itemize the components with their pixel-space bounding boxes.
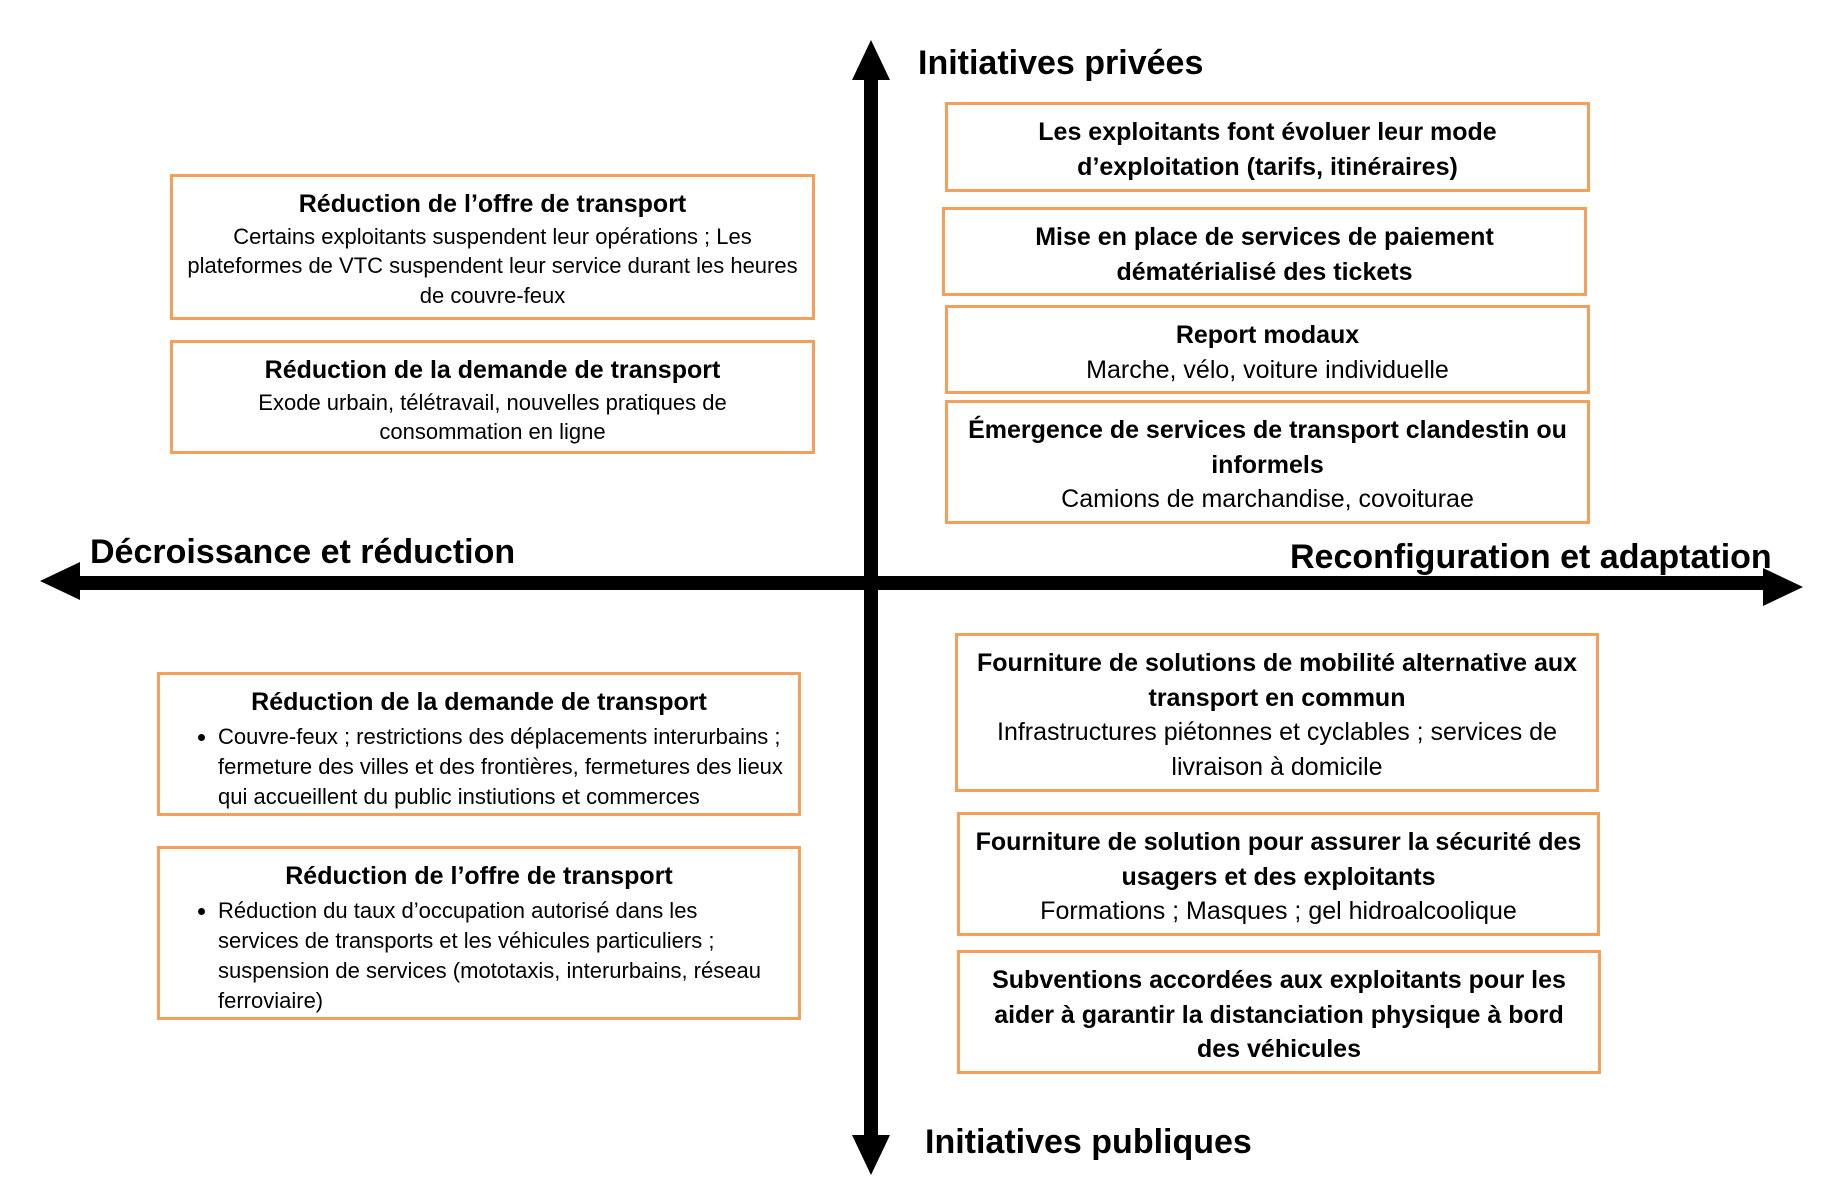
box-paiement-dematerialise	[942, 207, 1587, 296]
bullet-list	[174, 722, 784, 812]
box-title: Les exploitants font évoluer leur mode d’exploitation (tarifs, itinéraires)	[1038, 118, 1497, 181]
box-title: Réduction de la demande de transport	[251, 688, 707, 716]
list-item: • Couvre-feux ; restrictions des déplacements interurbains ; fermeture des villes et des frontières, fermetures des lieux qui accueillent du public instiutions et commerces	[218, 722, 784, 812]
arrow-up-icon	[852, 40, 890, 80]
arrow-down-icon	[852, 1135, 890, 1175]
axis-label-left: Décroissance et réduction	[90, 533, 516, 571]
box-description: Certains exploitants suspendent leur opérations ; Les plateformes de VTC suspendent leur service durant les heures de couvre-feux	[187, 223, 798, 308]
box-subventions	[957, 950, 1601, 1074]
box-title: Émergence de services de transport clandestin ou informels	[968, 416, 1567, 479]
box-securite-usagers	[957, 812, 1600, 936]
box-exploitants-mode	[945, 102, 1590, 192]
box-description: Infrastructures piétonnes et cyclables ; services de livraison à domicile	[997, 718, 1557, 781]
bullet-list	[174, 896, 784, 1017]
box-title: Réduction de l’offre de transport	[298, 190, 687, 218]
axis-label-right: Reconfiguration et adaptation	[1290, 538, 1772, 576]
box-title: Report modaux	[1175, 321, 1360, 349]
box-description: Exode urbain, télétravail, nouvelles pratiques de consommation en ligne	[258, 389, 727, 445]
box-mobilite-alternative	[955, 633, 1599, 792]
box-reduction-offre-publique	[157, 846, 801, 1020]
box-title: Mise en place de services de paiement dématérialisé des tickets	[1035, 223, 1494, 286]
box-title: Fourniture de solution pour assurer la sécurité des usagers et des exploitants	[975, 828, 1582, 891]
box-title: Fourniture de solutions de mobilité alternative aux transport en commun	[976, 649, 1578, 712]
box-description: Camions de marchandise, covoiturae	[1061, 485, 1474, 513]
box-transport-clandestin	[945, 400, 1590, 524]
box-title: Subventions accordées aux exploitants pour les aider à garantir la distanciation physique à bord des véhicules	[992, 966, 1566, 1063]
axis-label-bottom: Initiatives publiques	[925, 1123, 1252, 1161]
list-item: • Réduction du taux d’occupation autorisé dans les services de transports et les véhicules particuliers ; suspension de services (mototaxis, interurbains, réseau ferroviaire)	[218, 896, 784, 1017]
box-title: Réduction de la demande de transport	[264, 356, 721, 384]
box-reduction-demande-publique	[157, 672, 801, 816]
box-reduction-demande-privee	[170, 340, 815, 454]
arrow-left-icon	[40, 562, 80, 600]
box-reduction-offre-privee	[170, 174, 815, 320]
box-description: Formations ; Masques ; gel hidroalcoolique	[1040, 897, 1517, 925]
box-description: Marche, vélo, voiture individuelle	[1086, 355, 1449, 384]
box-report-modaux	[945, 305, 1590, 394]
axis-label-top: Initiatives privées	[918, 44, 1204, 82]
box-title: Réduction de l’offre de transport	[285, 862, 673, 890]
